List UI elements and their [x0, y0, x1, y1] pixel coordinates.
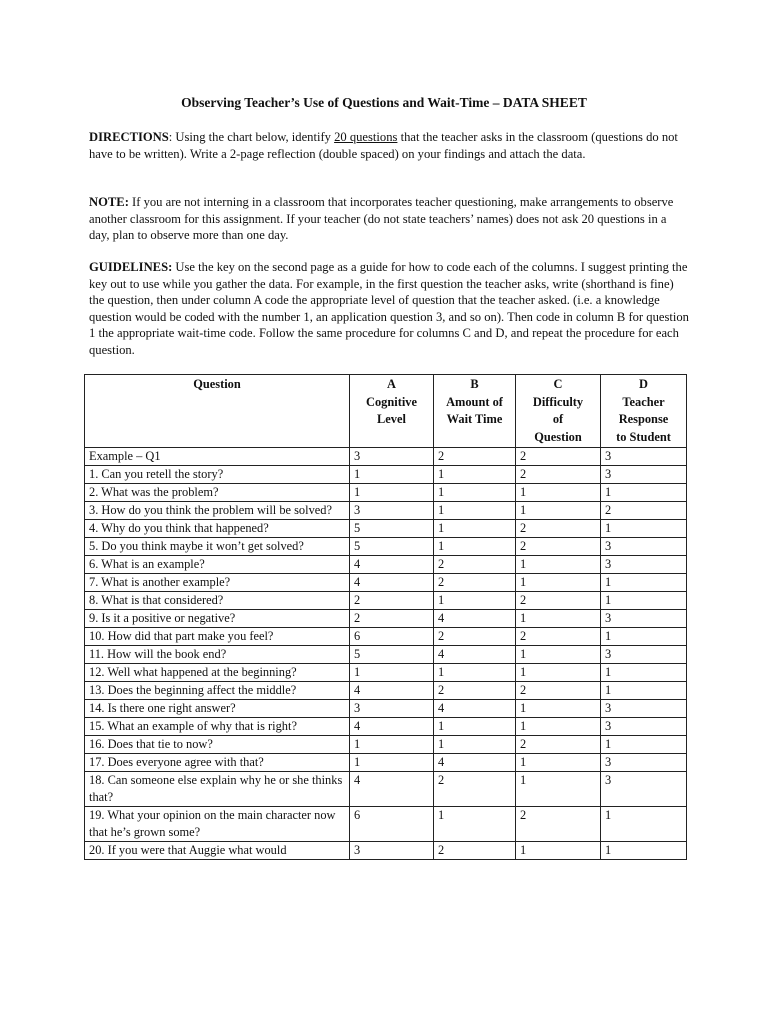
wait-time-cell: 1: [434, 664, 516, 682]
teacher-response-cell: 1: [601, 842, 687, 860]
cognitive-level-cell: 5: [350, 646, 434, 664]
wait-time-cell: 4: [434, 646, 516, 664]
directions-label: DIRECTIONS: [89, 130, 169, 144]
difficulty-cell: 2: [516, 448, 601, 466]
table-row: [85, 700, 687, 718]
wait-time-cell: 1: [434, 538, 516, 556]
table-row: [85, 484, 687, 502]
column-header-line: A: [387, 377, 396, 391]
table-row: [85, 754, 687, 772]
wait-time-cell: 1: [434, 502, 516, 520]
question-cell: 9. Is it a positive or negative?: [85, 610, 350, 628]
question-cell: 4. Why do you think that happened?: [85, 520, 350, 538]
column-header-line: Wait Time: [446, 412, 503, 426]
column-header-a-cognitive-level: [350, 375, 434, 448]
wait-time-cell: 2: [434, 842, 516, 860]
difficulty-cell: 1: [516, 502, 601, 520]
directions-paragraph: [89, 129, 689, 162]
wait-time-cell: 2: [434, 772, 516, 807]
column-header-c-difficulty: [516, 375, 601, 448]
cognitive-level-cell: 1: [350, 466, 434, 484]
question-cell: 13. Does the beginning affect the middle?: [85, 682, 350, 700]
data-table: [84, 374, 687, 860]
wait-time-cell: 4: [434, 754, 516, 772]
cognitive-level-cell: 1: [350, 664, 434, 682]
table-row: [85, 610, 687, 628]
note-label: NOTE:: [89, 195, 129, 209]
guidelines-paragraph: [89, 259, 689, 358]
cognitive-level-cell: 4: [350, 772, 434, 807]
table-row: [85, 520, 687, 538]
wait-time-cell: 2: [434, 682, 516, 700]
column-header-line: Amount of: [446, 394, 503, 409]
cognitive-level-cell: 2: [350, 592, 434, 610]
difficulty-cell: 1: [516, 718, 601, 736]
teacher-response-cell: 1: [601, 592, 687, 610]
difficulty-cell: 1: [516, 556, 601, 574]
table-body: [85, 448, 687, 860]
difficulty-cell: 1: [516, 700, 601, 718]
question-cell: 1. Can you retell the story?: [85, 466, 350, 484]
cognitive-level-cell: 1: [350, 484, 434, 502]
wait-time-cell: 1: [434, 592, 516, 610]
column-header-d-teacher-response: [601, 375, 687, 448]
difficulty-cell: 2: [516, 736, 601, 754]
column-header-line: to Student: [616, 429, 671, 444]
teacher-response-cell: 1: [601, 664, 687, 682]
column-header-line: D: [639, 377, 648, 391]
wait-time-cell: 1: [434, 736, 516, 754]
teacher-response-cell: 1: [601, 682, 687, 700]
difficulty-cell: 1: [516, 574, 601, 592]
cognitive-level-cell: 4: [350, 718, 434, 736]
teacher-response-cell: 1: [601, 574, 687, 592]
column-header-line: Level: [377, 412, 406, 426]
table-row: [85, 466, 687, 484]
difficulty-cell: 2: [516, 520, 601, 538]
column-header-line: Teacher: [622, 394, 665, 409]
teacher-response-cell: 3: [601, 538, 687, 556]
directions-underlined: 20 questions: [334, 130, 398, 144]
question-cell: 2. What was the problem?: [85, 484, 350, 502]
difficulty-cell: 1: [516, 664, 601, 682]
column-header-line: Difficulty: [532, 394, 584, 409]
teacher-response-cell: 1: [601, 736, 687, 754]
cognitive-level-cell: 2: [350, 610, 434, 628]
note-text: If you are not interning in a classroom that incorporates teacher questioning, make arrangements to observe another classroom for this assignment. If your teacher (do not state teachers’ names) does not ask 20 questions in a day, plan to observe more than one day.: [89, 195, 674, 242]
column-header-line: B: [470, 377, 479, 391]
difficulty-cell: 1: [516, 646, 601, 664]
teacher-response-cell: 1: [601, 807, 687, 842]
wait-time-cell: 1: [434, 807, 516, 842]
column-header-line: Cognitive: [366, 394, 417, 409]
wait-time-cell: 2: [434, 556, 516, 574]
teacher-response-cell: 3: [601, 646, 687, 664]
column-header-line: Question: [193, 377, 241, 391]
table-row: [85, 646, 687, 664]
difficulty-cell: 2: [516, 538, 601, 556]
difficulty-cell: 2: [516, 628, 601, 646]
guidelines-label: GUIDELINES:: [89, 260, 173, 274]
note-paragraph: [89, 194, 689, 244]
difficulty-cell: 1: [516, 484, 601, 502]
question-cell: 14. Is there one right answer?: [85, 700, 350, 718]
table-header: [85, 375, 687, 448]
difficulty-cell: 1: [516, 610, 601, 628]
question-cell: 16. Does that tie to now?: [85, 736, 350, 754]
column-header-line: of: [552, 412, 564, 426]
column-header-question: [85, 375, 350, 448]
teacher-response-cell: 3: [601, 610, 687, 628]
question-cell: 10. How did that part make you feel?: [85, 628, 350, 646]
cognitive-level-cell: 3: [350, 842, 434, 860]
question-cell: 20. If you were that Auggie what would: [85, 842, 350, 860]
table-row: [85, 664, 687, 682]
table-row: [85, 682, 687, 700]
difficulty-cell: 2: [516, 807, 601, 842]
cognitive-level-cell: 4: [350, 682, 434, 700]
directions-text-after: that the teacher asks in the classroom (questions do not have to be written). Write a 2-page reflection (double spaced) on your findings and attach the data.: [89, 130, 678, 161]
cognitive-level-cell: 3: [350, 448, 434, 466]
cognitive-level-cell: 5: [350, 520, 434, 538]
teacher-response-cell: 3: [601, 556, 687, 574]
cognitive-level-cell: 3: [350, 502, 434, 520]
table-row: [85, 502, 687, 520]
column-header-line: C: [553, 377, 563, 391]
teacher-response-cell: 3: [601, 700, 687, 718]
cognitive-level-cell: 3: [350, 700, 434, 718]
question-cell: 8. What is that considered?: [85, 592, 350, 610]
question-cell: 12. Well what happened at the beginning?: [85, 664, 350, 682]
teacher-response-cell: 1: [601, 484, 687, 502]
column-header-line: Question: [534, 429, 582, 444]
teacher-response-cell: 3: [601, 448, 687, 466]
table-row: [85, 807, 687, 842]
cognitive-level-cell: 6: [350, 807, 434, 842]
table-row: [85, 592, 687, 610]
question-cell: 19. What your opinion on the main character now that he’s grown some?: [85, 807, 350, 842]
wait-time-cell: 1: [434, 484, 516, 502]
question-cell: 7. What is another example?: [85, 574, 350, 592]
teacher-response-cell: 3: [601, 466, 687, 484]
question-cell: 5. Do you think maybe it won’t get solved?: [85, 538, 350, 556]
teacher-response-cell: 1: [601, 628, 687, 646]
difficulty-cell: 1: [516, 754, 601, 772]
table-header-row: [85, 375, 687, 448]
cognitive-level-cell: 4: [350, 574, 434, 592]
difficulty-cell: 1: [516, 772, 601, 807]
guidelines-text: Use the key on the second page as a guide for how to code each of the columns. I suggest printing the key out to use while you gather the data. For example, in the first question the teacher asks, write (shorthand is fine) the question, then under column A code the appropriate level of question that the teacher asked. (i.e. a knowledge question would be coded with the number 1, an application question 3, and so on). Then code in column B for question 1 the appropriate wait-time code. Follow the same procedure for columns C and D, and repeat the procedure for each question.: [89, 260, 689, 357]
difficulty-cell: 2: [516, 592, 601, 610]
wait-time-cell: 4: [434, 700, 516, 718]
cognitive-level-cell: 1: [350, 754, 434, 772]
question-cell: 17. Does everyone agree with that?: [85, 754, 350, 772]
table-row: [85, 448, 687, 466]
table-row: [85, 736, 687, 754]
column-header-b-wait-time: [434, 375, 516, 448]
cognitive-level-cell: 4: [350, 556, 434, 574]
teacher-response-cell: 1: [601, 520, 687, 538]
question-cell: Example – Q1: [85, 448, 350, 466]
directions-text-before: : Using the chart below, identify: [168, 130, 335, 144]
table-row: [85, 772, 687, 807]
wait-time-cell: 2: [434, 628, 516, 646]
table-row: [85, 842, 687, 860]
page-title: Observing Teacher’s Use of Questions and Wait-Time – DATA SHEET: [181, 95, 587, 110]
question-cell: 6. What is an example?: [85, 556, 350, 574]
question-cell: 18. Can someone else explain why he or she thinks that?: [85, 772, 350, 807]
difficulty-cell: 2: [516, 682, 601, 700]
cognitive-level-cell: 1: [350, 736, 434, 754]
teacher-response-cell: 3: [601, 718, 687, 736]
question-cell: 15. What an example of why that is right?: [85, 718, 350, 736]
teacher-response-cell: 2: [601, 502, 687, 520]
table-row: [85, 628, 687, 646]
question-cell: 3. How do you think the problem will be solved?: [85, 502, 350, 520]
table-row: [85, 556, 687, 574]
teacher-response-cell: 3: [601, 754, 687, 772]
wait-time-cell: 1: [434, 718, 516, 736]
table-row: [85, 538, 687, 556]
question-cell: 11. How will the book end?: [85, 646, 350, 664]
table-row: [85, 574, 687, 592]
wait-time-cell: 4: [434, 610, 516, 628]
wait-time-cell: 1: [434, 466, 516, 484]
cognitive-level-cell: 6: [350, 628, 434, 646]
wait-time-cell: 2: [434, 574, 516, 592]
wait-time-cell: 1: [434, 520, 516, 538]
teacher-response-cell: 3: [601, 772, 687, 807]
cognitive-level-cell: 5: [350, 538, 434, 556]
difficulty-cell: 1: [516, 842, 601, 860]
table-row: [85, 718, 687, 736]
difficulty-cell: 2: [516, 466, 601, 484]
wait-time-cell: 2: [434, 448, 516, 466]
column-header-line: Response: [618, 412, 669, 426]
